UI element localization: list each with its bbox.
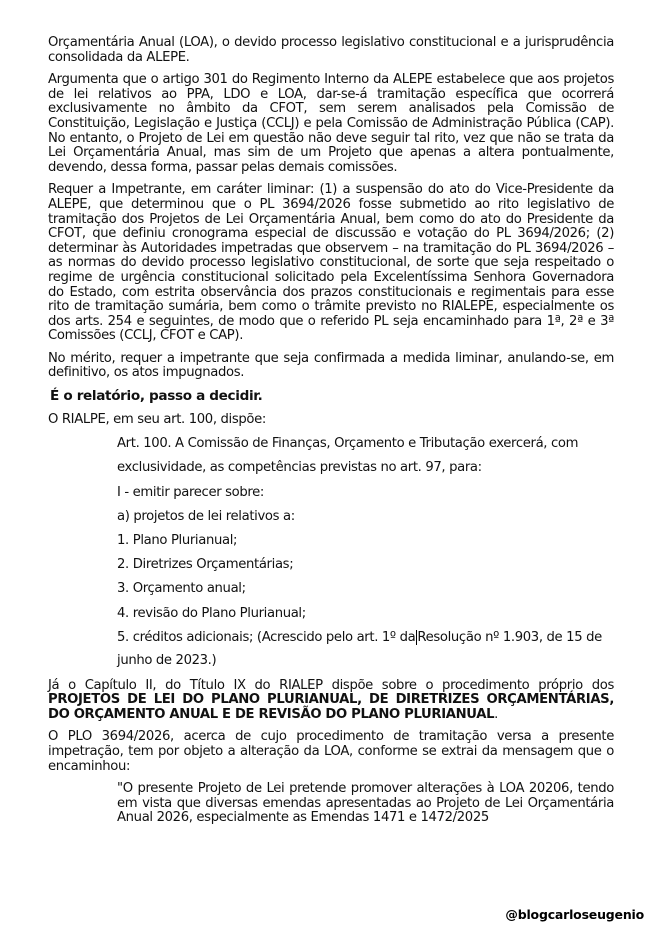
paragraph-injunction-request: Requer a Impetrante, em caráter liminar: (1) a suspensão do ato do Vice-Presidente da ALEPE, que determinou que o PL 3694/2026 fosse submetido ao rito legislativo de tramitação dos Projetos de Lei Orçamentária Anual, bem como do ato do Presidente da CFOT, que definiu cronograma especial de discussão e votação do PL 3694/2026; (2) determinar às Autoridades impetradas que observem – na tramitação do PL 3694/2026 – as normas do devido processo legislativo constitucional, de sorte que seja respeitado o regime de urgência constitucional solicitado pela Excelentíssima Senhora Governadora do Estado, com estrita observância dos prazos constitucionais e regimentais para esse rito de tramitação sumária, bem como o trâmite previsto no RIALEPE, especialmente os dos arts. 254 e seguintes, de modo que o referido PL seja encaminhado para 1ª, 2ª e 3ª Comissões (CCLJ, CFOT e CAP). [48, 182, 614, 344]
document-page [48, 36, 614, 834]
paragraph-chapter-ref [48, 679, 614, 723]
message-quote-text: "O presente Projeto de Lei pretende promover alterações à LOA 20206, tendo em vista que diversas emendas apresentadas ao Projeto de Lei Orçamentária Anual 2026, especialmente as Emendas 1471 e 1472/2025 [117, 781, 614, 826]
paragraph-plo-object: O PLO 3694/2026, acerca de cujo procedimento de tramitação versa a presente impetração, tem por objeto a alteração da LOA, conforme se extrai da mensagem que o encaminhou: [48, 729, 614, 774]
paragraph-merit-request: No mérito, requer a impetrante que seja confirmada a medida liminar, anulando-se, em definitivo, os atos impugnados. [48, 350, 614, 381]
watermark: @blogcarloseugenio [505, 907, 644, 922]
article-item-5 [117, 631, 614, 646]
chapter-ref-lead: Já o Capítulo II, do Título IX do RIALEP dispõe sobre o procedimento próprio dos [48, 677, 614, 693]
article-line-1: Art. 100. A Comissão de Finanças, Orçamento e Tributação exercerá, com [117, 436, 579, 452]
article-item-1: 1. Plano Plurianual; [117, 533, 238, 548]
article-item-2: 2. Diretrizes Orçamentárias; [117, 557, 294, 573]
paragraph-loa-context: Orçamentária Anual (LOA), o devido processo legislativo constitucional e a jurisprudência consolidada da ALEPE. [48, 35, 614, 65]
article-line-4: a) projetos de lei relativos a: [117, 508, 295, 524]
article-item-4: 4. revisão do Plano Plurianual; [117, 605, 306, 621]
article-item-5-continuation: junho de 2023.) [117, 653, 217, 669]
message-quote [117, 782, 614, 826]
article-quote [117, 437, 614, 669]
article-item-3: 3. Orçamento anual; [117, 581, 246, 597]
article-item-5-part-a: 5. créditos adicionais; (Acrescido pelo art. 1º da [117, 629, 416, 645]
article-line-3: I - emitir parecer sobre: [117, 484, 265, 500]
article-line-2: exclusividade, as competências previstas no art. 97, para: [117, 460, 482, 476]
section-heading: É o relatório, passo a decidir. [50, 388, 263, 405]
article-item-5-part-b: Resolução nº 1.903, de 15 de [417, 629, 602, 645]
chapter-ref-end: . [494, 706, 499, 722]
chapter-ref-title: PROJETOS DE LEI DO PLANO PLURIANUAL, DE DIRETRIZES ORÇAMENTÁRIAS, DO ORÇAMENTO ANUAL E DE REVISÃO DO PLANO PLURIANUAL [48, 692, 614, 722]
paragraph-rialpe-intro: O RIALPE, em seu art. 100, dispõe: [48, 411, 266, 427]
paragraph-argument: Argumenta que o artigo 301 do Regimento Interno da ALEPE estabelece que aos projetos de lei relativos ao PPA, LDO e LOA, dar-se-á tramitação específica que ocorrerá exclusivamente no âmbito da CFOT, sem serem analisados pela Comissão de Constituição, Legislação e Justiça (CCLJ) e pela Comissão de Administração Pública (CAP). No entanto, o Projeto de Lei em questão não deve seguir tal rito, vez que não se trata da Lei Orçamentária Anual, mas sim de um Projeto que apenas a altera pontualmente, devendo, dessa forma, passar pelas demais comissões. [48, 72, 614, 175]
